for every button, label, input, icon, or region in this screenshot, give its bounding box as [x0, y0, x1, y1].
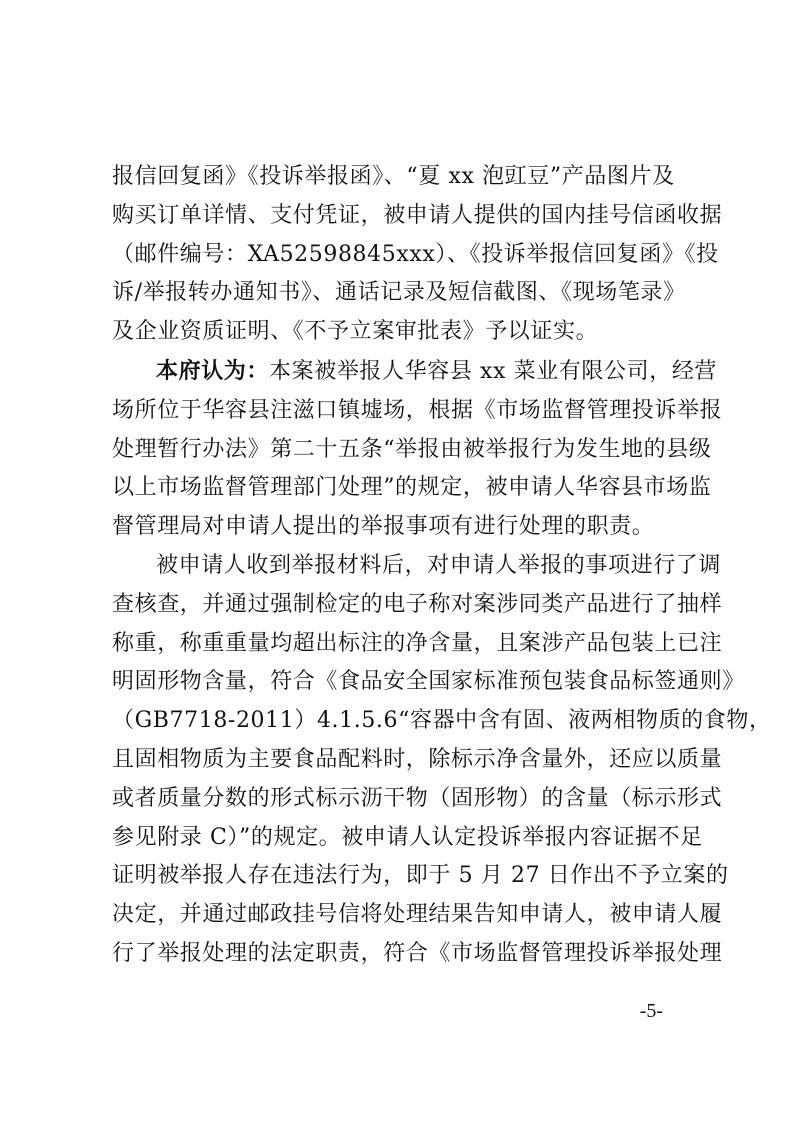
text-line: 场所位于华容县注滋口镇墟场，根据《市场监督管理投诉举报: [112, 397, 723, 423]
page-number: -5-: [639, 1000, 663, 1022]
text-line-content: 本案被举报人华容县 xx 菜业有限公司，经营: [269, 358, 718, 384]
text-line: 报信回复函》《投诉举报函》、“夏 xx 泡豇豆”产品图片及: [112, 164, 675, 189]
text-line: 参见附录 C）”的规定。被申请人认定投诉举报内容证据不足: [112, 824, 703, 850]
text-line: 及企业资质证明、《不予立案审批表》予以证实。: [112, 319, 599, 345]
body-text: [112, 158, 772, 974]
text-line: 处理暂行办法》第二十五条“举报由被举报行为发生地的县级: [112, 436, 712, 462]
text-line-first: [112, 352, 718, 392]
paragraph-lead: 本府认为：: [156, 357, 270, 384]
paragraph-finding: [112, 352, 723, 547]
text-line: 且固相物质为主要食品配料时，除标示净含量外，还应以质量: [112, 746, 723, 772]
text-line: 诉/举报转办通知书》、通话记录及短信截图、《现场笔录》: [112, 280, 686, 306]
text-line: 证明被举报人存在违法行为，即于 5 月 27 日作出不予立案的: [112, 863, 729, 889]
text-line: 行了举报处理的法定职责，符合《市场监督管理投诉举报处理: [112, 940, 723, 966]
text-line: 购买订单详情、支付凭证，被申请人提供的国内挂号信函收据: [112, 202, 723, 228]
text-line: （邮件编号：XA52598845xxx）、《投诉举报信回复函》《投: [112, 241, 719, 267]
text-line: 督管理局对申请人提出的举报事项有进行处理的职责。: [112, 514, 655, 540]
text-line: 称重，称重重量均超出标注的净含量，且案涉产品包装上已注: [112, 630, 723, 656]
text-line: 决定，并通过邮政挂号信将处理结果告知申请人，被申请人履: [112, 902, 723, 928]
text-line: 查核查，并通过强制检定的电子称对案涉同类产品进行了抽样: [112, 591, 723, 617]
paragraph-evidence: [112, 158, 723, 352]
text-line: 明固形物含量，符合《食品安全国家标准预包装食品标签通则》: [112, 669, 745, 695]
paragraph-handling: [112, 547, 772, 974]
text-line-first: 被申请人收到举报材料后，对申请人举报的事项进行了调: [156, 552, 722, 578]
text-line: 或者质量分数的形式标示沥干物（固形物）的含量（标示形式: [112, 785, 723, 811]
text-line: 以上市场监督管理部门处理”的规定，被申请人华容县市场监: [112, 475, 712, 501]
text-line: （GB7718-2011）4.1.5.6“容器中含有固、液两相物质的食物，: [112, 708, 772, 734]
